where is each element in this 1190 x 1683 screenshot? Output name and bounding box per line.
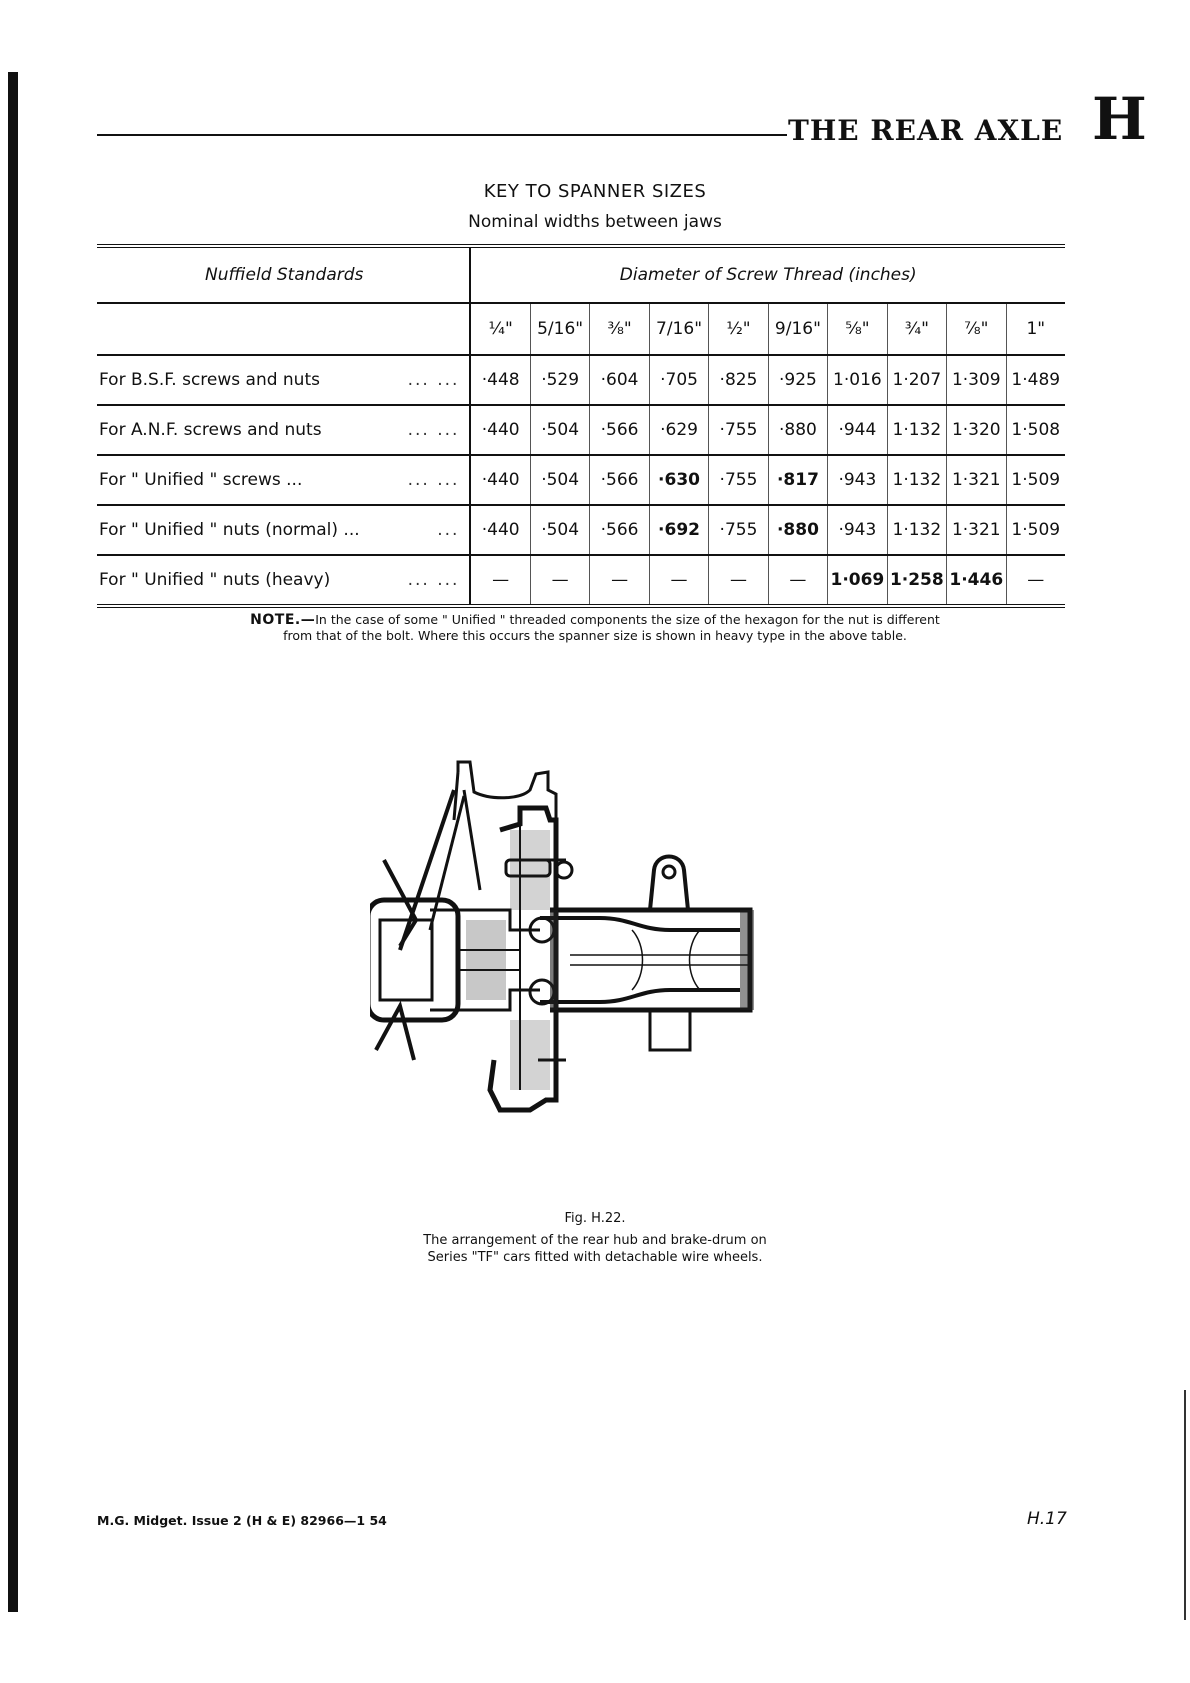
value-cell: — [470,555,530,606]
figure-caption-line-1: The arrangement of the rear hub and brake-drum on [423,1233,767,1248]
value-cell: 1·309 [947,355,1006,405]
value-cell: ·692 [649,505,708,555]
row-label [97,355,470,405]
table-row [97,555,1065,606]
value-cell: 1·320 [947,405,1006,455]
thread-size-row [97,303,1065,355]
value-cell: 1·508 [1006,405,1065,455]
value-cell: 1·258 [887,555,946,606]
note-line-1: In the case of some " Unified " threaded components the size of the hexagon for the nut is different [315,612,940,627]
value-cell: ·566 [590,405,649,455]
value-cell: — [590,555,649,606]
page-number: H.17 [1027,1509,1067,1529]
value-cell: ·630 [649,455,708,505]
figure-caption [0,1232,1190,1266]
value-cell: ·504 [530,405,589,455]
value-cell: ·755 [709,505,768,555]
size-cell: 1" [1006,303,1065,355]
row-leader-dots: ... ... [407,370,460,390]
binding-edge [8,72,18,1612]
table-row [97,405,1065,455]
row-leader-dots: ... [437,520,460,540]
table-row [97,355,1065,405]
figure-caption-line-2: Series "TF" cars fitted with detachable wire wheels. [427,1250,763,1265]
page-edge-mark [1184,1390,1186,1620]
value-cell: — [649,555,708,606]
value-cell: 1·132 [887,455,946,505]
row-label [97,555,470,606]
table-note [0,612,1190,644]
spanner-size-table [97,244,1065,608]
value-cell: — [709,555,768,606]
value-cell: ·705 [649,355,708,405]
value-cell: 1·509 [1006,505,1065,555]
row-leader-dots: ... ... [407,420,460,440]
value-cell: ·943 [828,455,887,505]
table-header-row [97,246,1065,303]
value-cell: ·529 [530,355,589,405]
value-cell: 1·321 [947,505,1006,555]
value-cell: 1·207 [887,355,946,405]
figure-label: Fig. H.22. [564,1211,626,1226]
footer-publication: M.G. Midget. Issue 2 (H & E) 82966—1 54 [97,1513,387,1528]
table-row [97,455,1065,505]
table-body [97,355,1065,606]
size-cell: 5/16" [530,303,589,355]
value-cell: ·944 [828,405,887,455]
note-line-2: from that of the bolt. Where this occurs the spanner size is shown in heavy type in the above table. [283,628,907,643]
row-label [97,405,470,455]
header-rule [97,134,787,136]
value-cell: ·629 [649,405,708,455]
value-cell: ·880 [768,405,827,455]
table-subtitle: Nominal widths between jaws [468,212,722,232]
value-cell: ·440 [470,505,530,555]
row-label-text: For A.N.F. screws and nuts [99,420,322,440]
value-cell: ·755 [709,405,768,455]
row-label [97,505,470,555]
row-label-text: For " Unified " nuts (heavy) [99,570,331,590]
size-cell: 9/16" [768,303,827,355]
value-cell: ·448 [470,355,530,405]
hub-drawing [370,762,750,1110]
value-cell: 1·489 [1006,355,1065,405]
size-cell: ¾" [887,303,946,355]
value-cell: ·566 [590,455,649,505]
row-leader-dots: ... ... [407,470,460,490]
value-cell: ·440 [470,405,530,455]
size-cell: ¼" [470,303,530,355]
row-leader-dots: ... ... [407,570,460,590]
value-cell: ·755 [709,455,768,505]
size-cell: 7/16" [649,303,708,355]
section-title: THE REAR AXLE [788,114,1064,147]
value-cell: ·504 [530,455,589,505]
value-cell: — [768,555,827,606]
value-cell: 1·132 [887,505,946,555]
section-letter: H [1092,85,1147,153]
size-cell: ⅝" [828,303,887,355]
size-cell: ½" [709,303,768,355]
value-cell: 1·132 [887,405,946,455]
value-cell: 1·016 [828,355,887,405]
standards-header: Nuffield Standards [97,246,470,303]
value-cell: ·825 [709,355,768,405]
value-cell: ·504 [530,505,589,555]
diameter-header: Diameter of Screw Thread (inches) [470,246,1065,303]
value-cell: — [1006,555,1065,606]
value-cell: 1·069 [828,555,887,606]
table-title: KEY TO SPANNER SIZES [483,181,707,202]
hub-shading [466,830,754,1090]
value-cell: — [530,555,589,606]
row-label-text: For " Unified " screws ... [99,470,303,490]
rear-hub-figure [370,760,810,1190]
size-cell: ⅞" [947,303,1006,355]
value-cell: ·880 [768,505,827,555]
size-cell: ⅜" [590,303,649,355]
note-label: NOTE.— [250,612,316,628]
value-cell: ·925 [768,355,827,405]
value-cell: ·817 [768,455,827,505]
row-label [97,455,470,505]
value-cell: 1·446 [947,555,1006,606]
table-row [97,505,1065,555]
value-cell: ·943 [828,505,887,555]
value-cell: ·566 [590,505,649,555]
row-label-text: For B.S.F. screws and nuts [99,370,320,390]
value-cell: 1·509 [1006,455,1065,505]
empty-cell [97,303,470,355]
row-label-text: For " Unified " nuts (normal) ... [99,520,360,540]
value-cell: ·440 [470,455,530,505]
value-cell: 1·321 [947,455,1006,505]
value-cell: ·604 [590,355,649,405]
